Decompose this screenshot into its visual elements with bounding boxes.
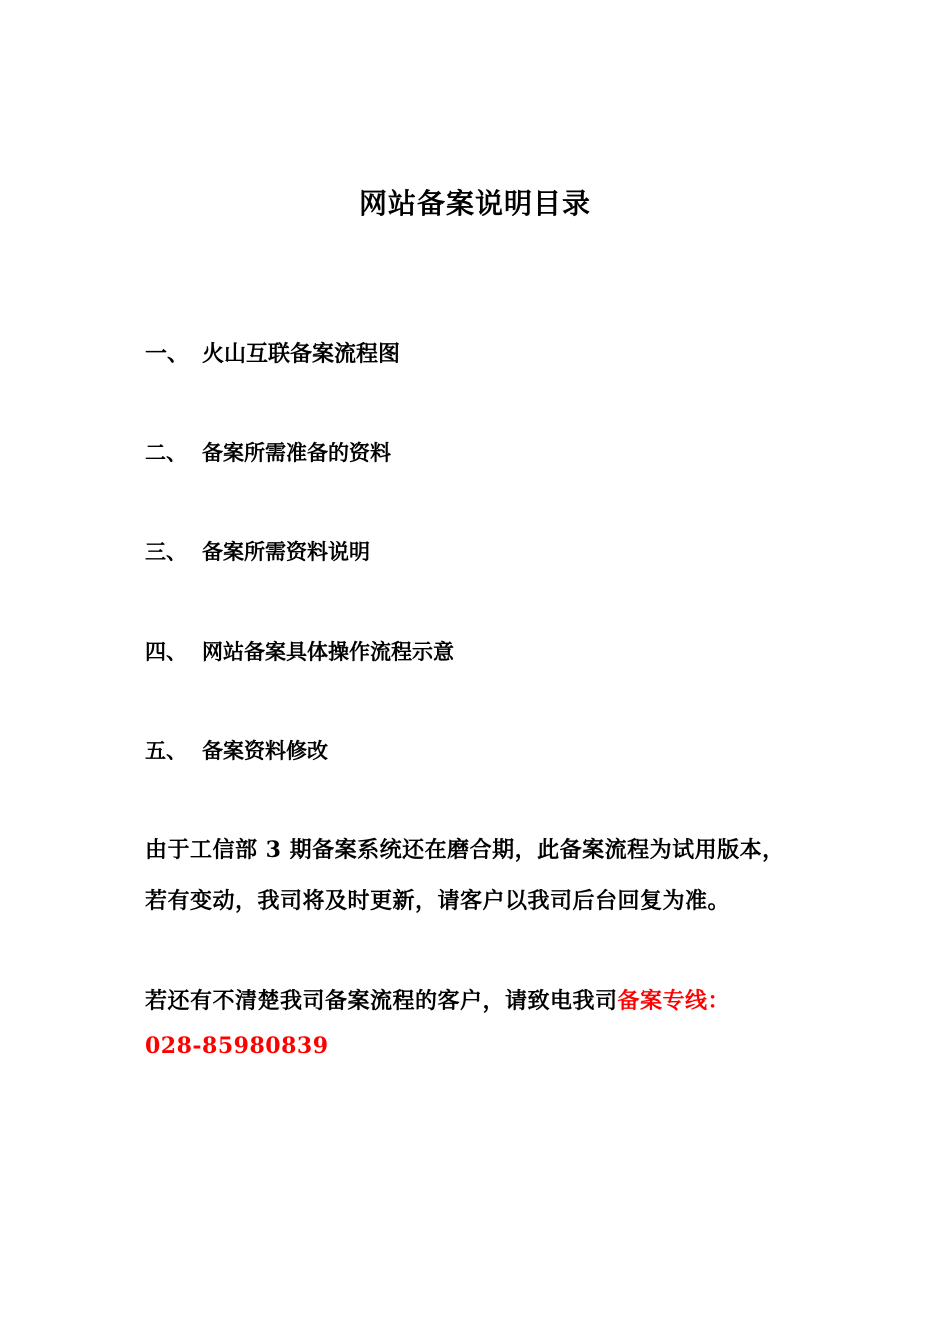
notice-line-2: 若有变动，我司将及时更新，请客户以我司后台回复为准。 xyxy=(145,888,731,914)
toc-number: 五、 xyxy=(145,738,187,763)
hotline-label: 备案专线： xyxy=(617,988,731,1014)
toc-label: 备案所需资料说明 xyxy=(202,539,370,564)
toc-label: 火山互联备案流程图 xyxy=(202,341,401,367)
page-title: 网站备案说明目录 xyxy=(358,187,591,220)
contact-text: 若还有不清楚我司备案流程的客户，请致电我司 xyxy=(145,988,618,1014)
toc-number: 三、 xyxy=(145,539,187,564)
notice-line-1: 由于工信部 3 期备案系统还在磨合期，此备案流程为试用版本， xyxy=(145,837,785,863)
toc-number: 二、 xyxy=(145,440,187,465)
toc-item-5 xyxy=(145,735,328,765)
toc-number: 四、 xyxy=(145,639,187,664)
toc-item-3 xyxy=(145,536,370,566)
toc-label: 网站备案具体操作流程示意 xyxy=(202,639,454,664)
toc-label: 备案资料修改 xyxy=(202,738,328,763)
toc-number: 一、 xyxy=(145,341,190,367)
contact-line xyxy=(145,984,730,1015)
toc-item-4 xyxy=(145,636,454,666)
toc-label: 备案所需准备的资料 xyxy=(202,440,391,465)
hotline-phone: 028-85980839 xyxy=(145,1033,329,1059)
toc-item-1 xyxy=(145,337,400,368)
toc-item-2 xyxy=(145,437,391,467)
